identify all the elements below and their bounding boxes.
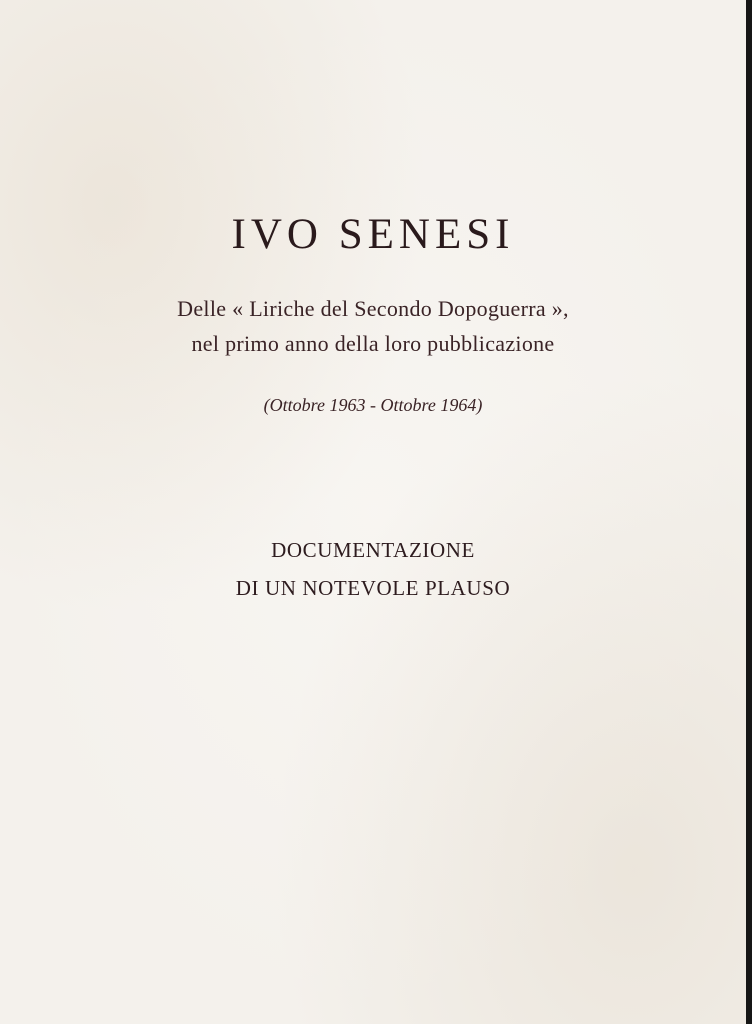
scan-edge — [746, 0, 752, 1024]
subtitle-line-2: nel primo anno della loro pubblicazione — [191, 331, 555, 356]
author-name: IVO SENESI — [231, 211, 515, 258]
subtitle-line-1: Delle « Liriche del Secondo Dopoguerra », — [177, 296, 569, 321]
heading-line-1: DOCUMENTAZIONE — [271, 538, 475, 562]
heading-line-2: DI UN NOTEVOLE PLAUSO — [235, 576, 511, 600]
publication-dates: (Ottobre 1963 - Ottobre 1964) — [263, 395, 483, 415]
